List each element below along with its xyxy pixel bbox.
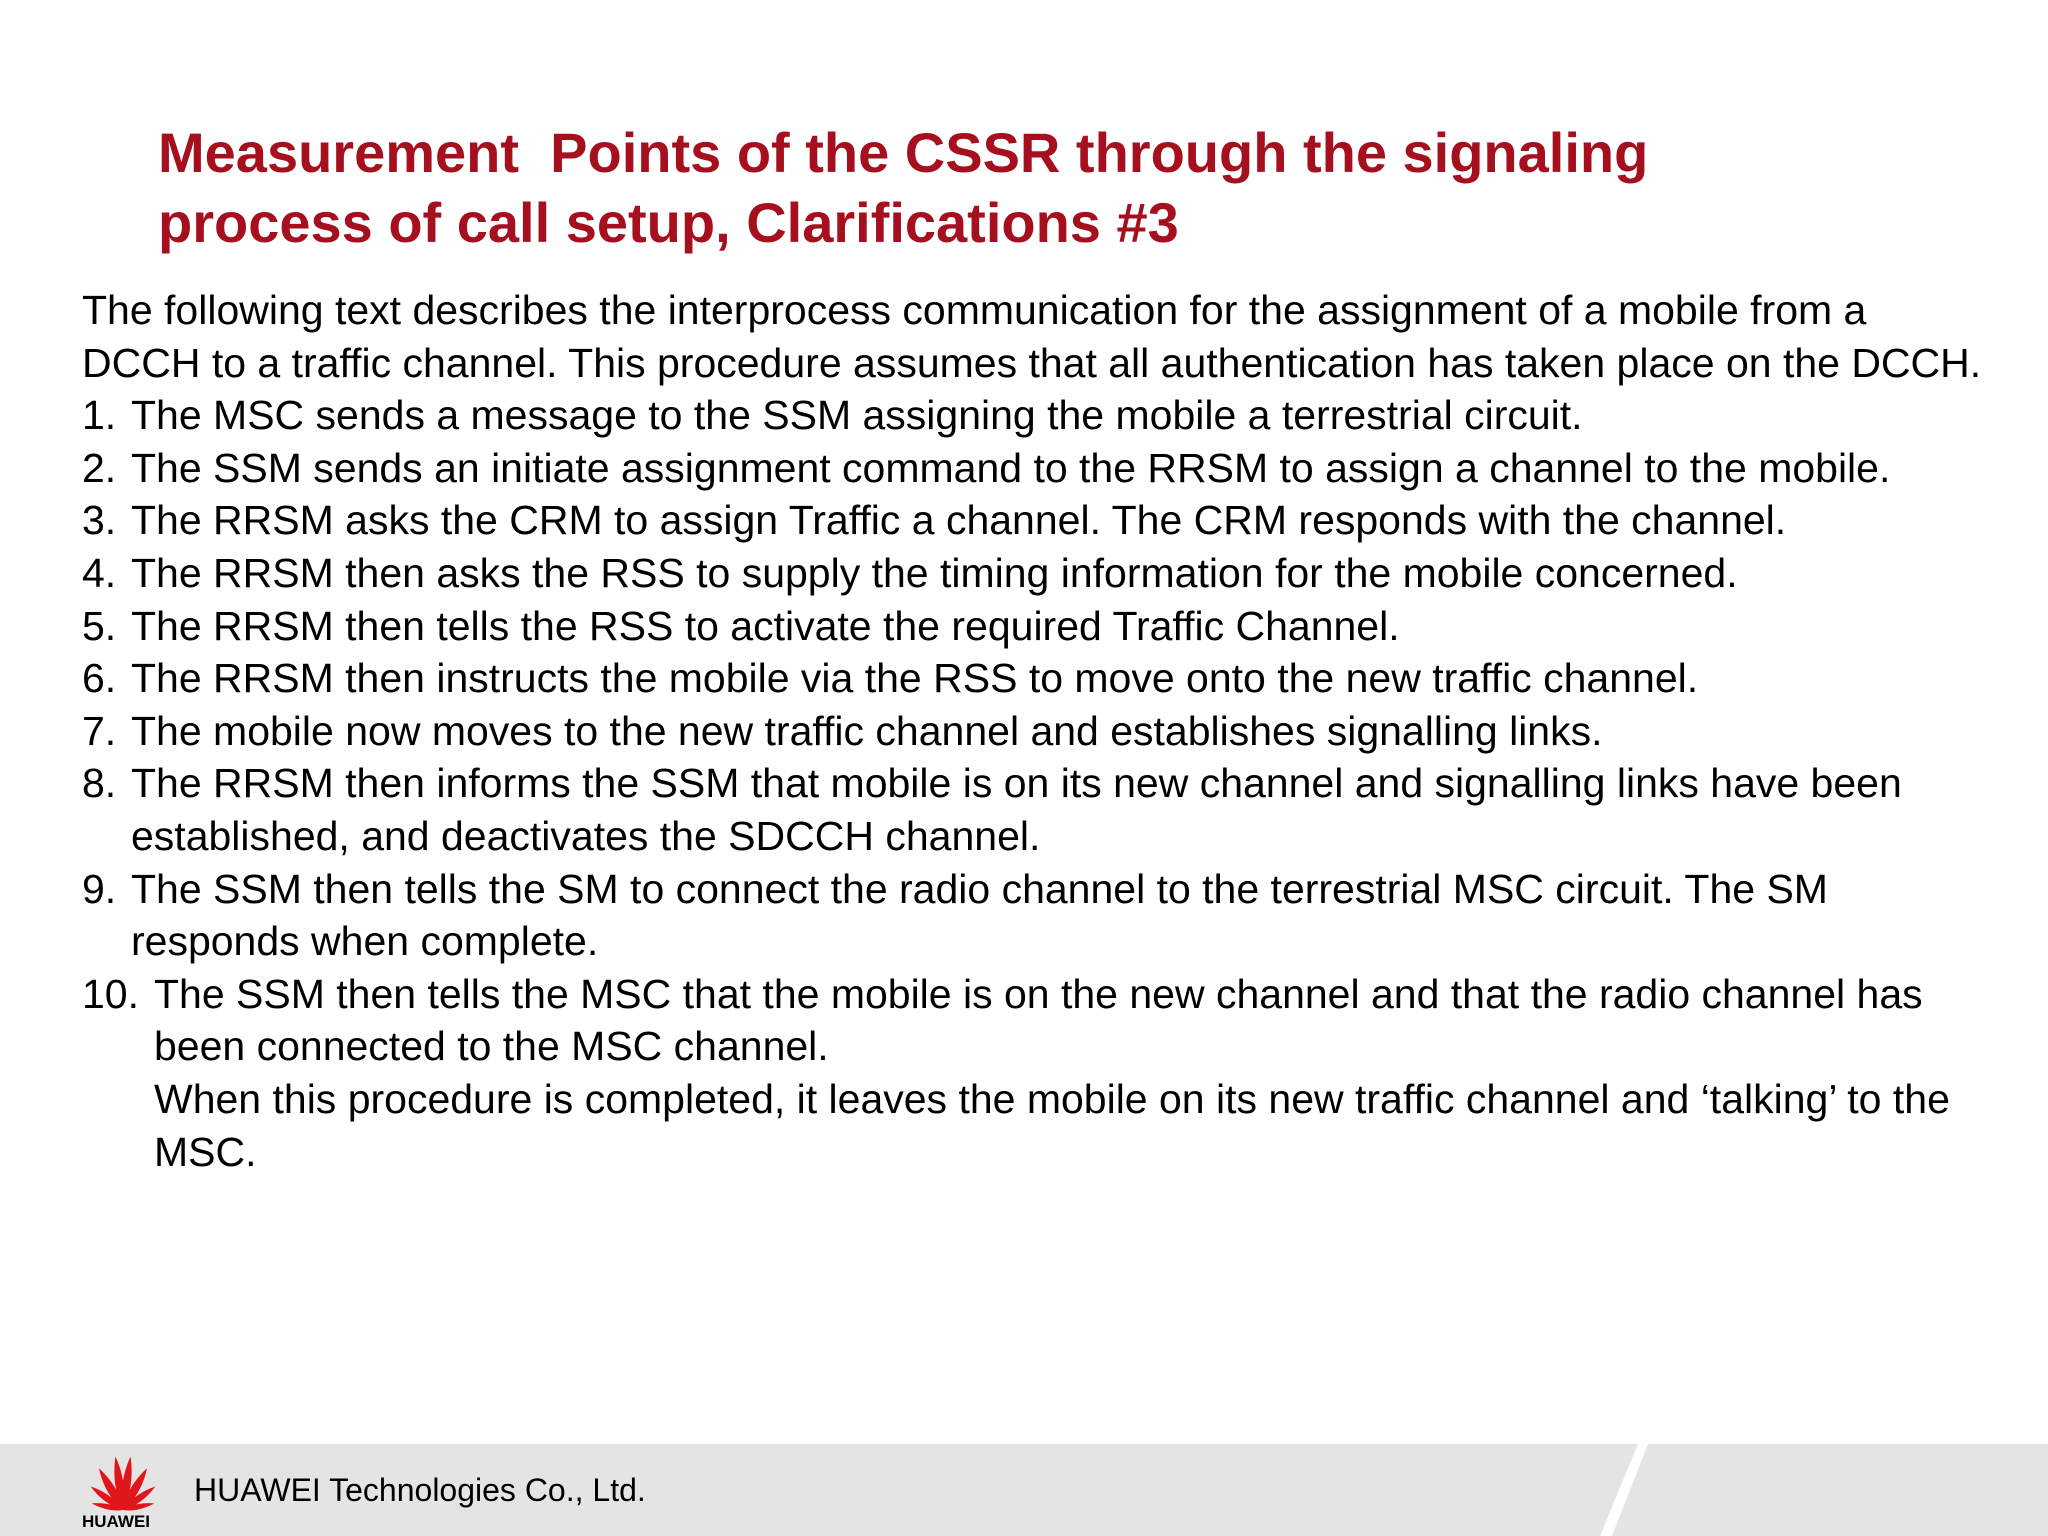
step-text: The SSM then tells the MSC that the mobile is on the new channel and that the radio channel has been connected to the MSC channel. bbox=[154, 970, 1923, 1070]
step-text: The RRSM then tells the RSS to activate the required Traffic Channel. bbox=[131, 602, 1400, 649]
step-text: The SSM then tells the SM to connect the radio channel to the terrestrial MSC circuit. The SM responds when complete. bbox=[131, 865, 1828, 965]
step-text: The RRSM then asks the RSS to supply the timing information for the mobile concerned. bbox=[131, 549, 1738, 596]
list-item bbox=[82, 600, 1982, 653]
step-number: 7. bbox=[82, 707, 117, 754]
list-item bbox=[82, 389, 1982, 442]
step-number: 8. bbox=[82, 760, 117, 807]
step-number: 1. bbox=[82, 392, 117, 439]
list-item bbox=[82, 547, 1982, 600]
step-number: 9. bbox=[82, 865, 117, 912]
step-text: The mobile now moves to the new traffic channel and establishes signalling links. bbox=[131, 707, 1603, 754]
slide-title: Measurement Points of the CSSR through the signaling process of call setup, Clarifications #3 bbox=[158, 121, 1649, 254]
footer-slash-decoration bbox=[1560, 1444, 1660, 1536]
list-item bbox=[82, 494, 1982, 547]
company-name: HUAWEI Technologies Co., Ltd. bbox=[194, 1472, 646, 1508]
step-text: The RRSM asks the CRM to assign Traffic a channel. The CRM responds with the channel. bbox=[131, 497, 1787, 544]
step-number: 6. bbox=[82, 655, 117, 702]
step-text: The SSM sends an initiate assignment command to the RRSM to assign a channel to the mobile. bbox=[131, 444, 1891, 491]
step-number: 3. bbox=[82, 497, 117, 544]
step-number: 10. bbox=[82, 970, 139, 1017]
step-text: The RRSM then informs the SSM that mobile is on its new channel and signalling links have been established, and deactivates the SDCCH channel. bbox=[131, 760, 1902, 859]
step-text: The MSC sends a message to the SSM assigning the mobile a terrestrial circuit. bbox=[131, 392, 1583, 439]
step-number: 5. bbox=[82, 602, 117, 649]
list-item bbox=[82, 442, 1982, 495]
list-item bbox=[82, 968, 1982, 1073]
intro-paragraph: The following text describes the interprocess communication for the assignment of a mobile from a DCCH to a traffic channel. This procedure assumes that all authentication has taken place on the DCCH. bbox=[82, 287, 1982, 386]
slide-body bbox=[82, 284, 1982, 1178]
step-number: 4. bbox=[82, 549, 117, 596]
step-number: 2. bbox=[82, 444, 117, 491]
list-item bbox=[82, 757, 1982, 862]
list-item bbox=[82, 652, 1982, 705]
list-item bbox=[82, 863, 1982, 968]
logo-wordmark: HUAWEI bbox=[82, 1512, 150, 1531]
closing-paragraph: When this procedure is completed, it leaves the mobile on its new traffic channel and ‘talking’ to the MSC. bbox=[154, 1075, 1950, 1175]
step-text: The RRSM then instructs the mobile via the RSS to move onto the new traffic channel. bbox=[131, 655, 1699, 702]
steps-list bbox=[82, 389, 1982, 1073]
list-item bbox=[82, 705, 1982, 758]
